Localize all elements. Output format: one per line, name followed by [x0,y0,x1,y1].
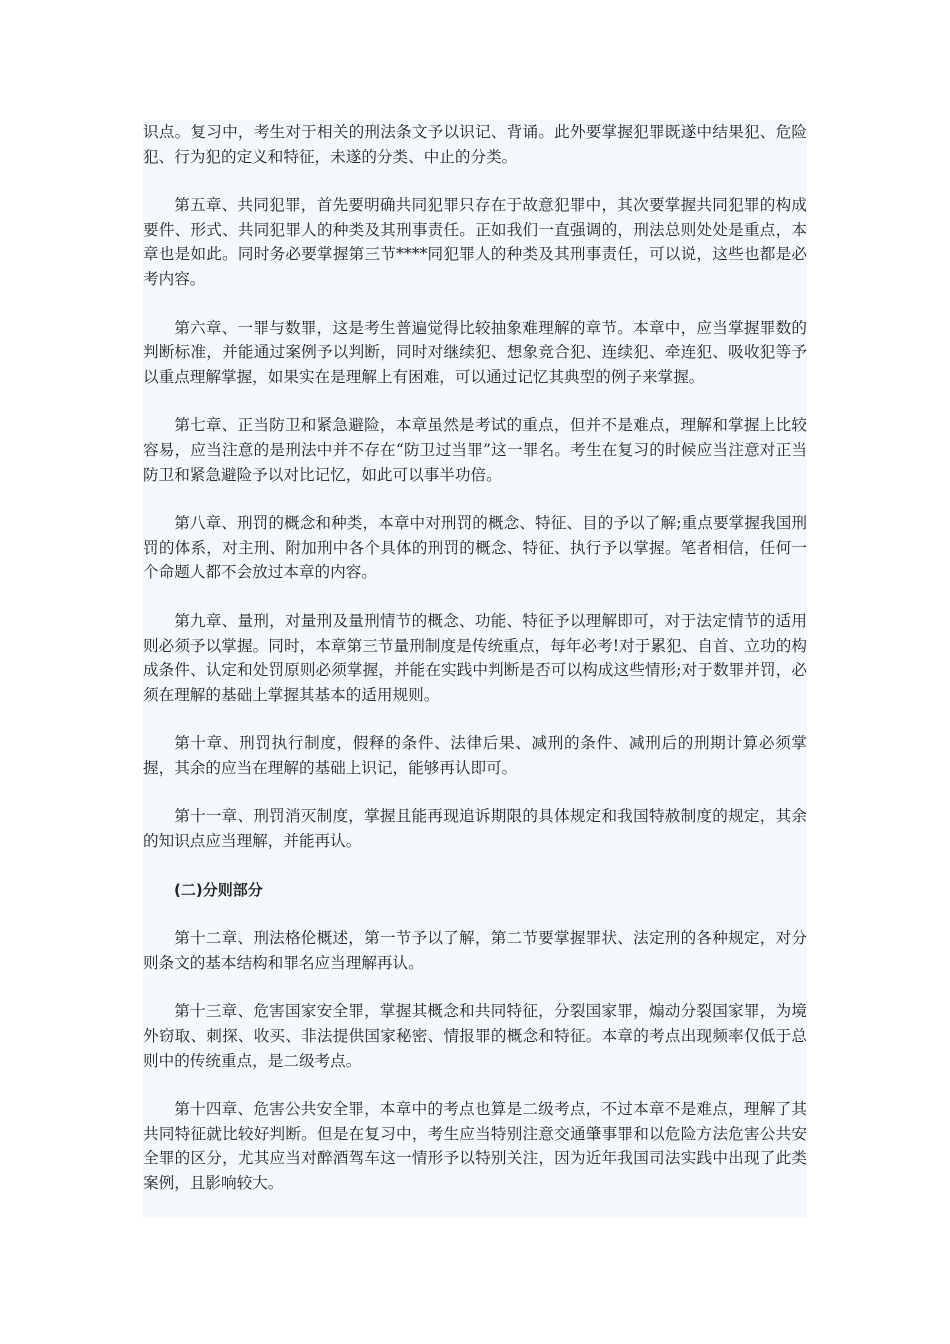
paragraph-chapter-8: 第八章、刑罚的概念和种类，本章中对刑罚的概念、特征、目的予以了解;重点要掌握我国刑罚的体系，对主刑、附加刑中各个具体的刑罚的概念、特征、执行予以掌握。笔者相信，任何一个命题人都不会放过本章的内容。 [143,514,807,582]
paragraph-chapter-11: 第十一章、刑罚消灭制度，掌握且能再现追诉期限的具体规定和我国特赦制度的规定，其余的知识点应当理解，并能再认。 [143,807,807,851]
paragraph-chapter-14: 第十四章、危害公共安全罪，本章中的考点也算是二级考点，不过本章不是难点，理解了其共同特征就比较好判断。但是在复习中，考生应当特别注意交通肇事罪和以危险方法危害公共安全罪的区分，尤其应当对醉酒驾车这一情形予以特别关注，因为近年我国司法实践中出现了此类案例，且影响较大。 [143,1100,807,1192]
paragraph-continued: 识点。复习中，考生对于相关的刑法条文予以识记、背诵。此外要掌握犯罪既遂中结果犯、危险犯、行为犯的定义和特征，未遂的分类、中止的分类。 [143,123,807,166]
paragraph-chapter-6: 第六章、一罪与数罪，这是考生普遍觉得比较抽象难理解的章节。本章中，应当掌握罪数的判断标准，并能通过案例予以判断，同时对继续犯、想象竞合犯、连续犯、牵连犯、吸收犯等予以重点理解掌握，如果实在是理解上有困难，可以通过记忆其典型的例子来掌握。 [143,318,807,386]
paragraph-chapter-10: 第十章、刑罚执行制度，假释的条件、法律后果、减刑的条件、减刑后的刑期计算必须掌握，其余的应当在理解的基础上识记，能够再认即可。 [143,734,807,777]
section-heading: (二)分则部分 [174,880,263,899]
paragraph-chapter-7: 第七章、正当防卫和紧急避险，本章虽然是考试的重点，但并不是难点，理解和掌握上比较容易，应当注意的是刑法中并不存在“防卫过当罪”这一罪名。考生在复习的时候应当注意对正当防卫和紧急避险予以对比记忆，如此可以事半功倍。 [143,416,807,484]
paragraph-chapter-13: 第十三章、危害国家安全罪，掌握其概念和共同特征，分裂国家罪，煽动分裂国家罪，为境外窃取、刺探、收买、非法提供国家秘密、情报罪的概念和特征。本章的考点出现频率仅低于总则中的传统重点，是二级考点。 [143,1002,807,1070]
paragraph-chapter-12: 第十二章、刑法格伦概述，第一节予以了解，第二节要掌握罪状、法定刑的各种规定，对分则条文的基本结构和罪名应当理解再认。 [143,929,807,972]
paragraph-chapter-5: 第五章、共同犯罪，首先要明确共同犯罪只存在于故意犯罪中，其次要掌握共同犯罪的构成要件、形式、共同犯罪人的种类及其刑事责任。正如我们一直强调的，刑法总则处处是重点，本章也是如此。同时务必要掌握第三节****同犯罪人的种类及其刑事责任，可以说，这些也都是必考内容。 [143,196,807,288]
paragraph-chapter-9: 第九章、量刑，对量刑及量刑情节的概念、功能、特征予以理解即可，对于法定情节的适用则必须予以掌握。同时，本章第三节量刑制度是传统重点，每年必考!对于累犯、自首、立功的构成条件、认定和处罚原则必须掌握，并能在实践中判断是否可以构成这些情形;对于数罪并罚，必须在理解的基础上掌握其基本的适用规则。 [143,611,807,704]
document-page [143,120,807,1218]
